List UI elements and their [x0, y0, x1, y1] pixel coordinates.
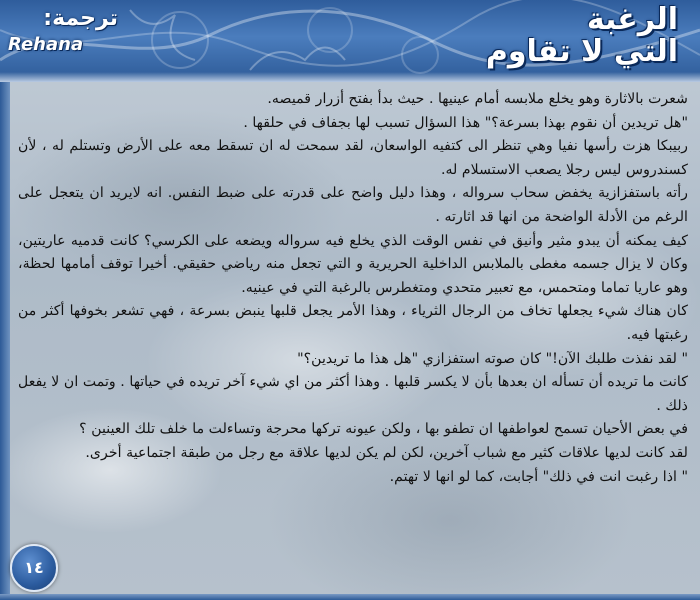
paragraph: كان هناك شيء يجعلها تخاف من الرجال الثرياء ، وهذا الأمر يجعل قلبها ينبض بسرعة ، فهي تشعر بخوفها أكثر من رغبتها فيه.	[18, 303, 688, 343]
paragraph: كانت ما تريده أن تسأله ان بعدها بأن لا يكسر قلبها . وهذا أكثر من اي شيء آخر تريده في حياتها . وتمت ان لا يفعل ذلك .	[18, 374, 688, 414]
page-number-badge	[10, 544, 58, 592]
paragraph: لقد كانت لديها علاقات كثير مع شباب آخرين، لكن لم يكن لديها علاقة مع رجل من طبقة اجتماعية أخرى.	[85, 444, 688, 461]
chapter-title-line1: الرغبة	[586, 2, 678, 37]
paragraph: "هل تريدين أن نقوم بهذا بسرعة؟" هذا السؤال تسبب لها بجفاف في حلقها .	[243, 114, 688, 131]
paragraph: في بعض الأحيان تسمح لعواطفها ان تطفو بها ، ولكن عيونه تركها محرجة وتساءلت ما خلف تلك العينين ؟	[79, 421, 688, 438]
paragraph: شعرت بالاثارة وهو يخلع ملابسه أمام عينيها . حيث بدأ بفتح أزرار قميصه.	[267, 91, 688, 107]
header-banner	[0, 0, 700, 82]
paragraph: ربيبكا هزت رأسها نفيا وهي تنظر الى كتفيه الواسعان، لقد سمحت له ان تسقط معه على الأرض وتستلم له ، لأن كسندروس ليس رجلا يصعب الاستسلام له.	[18, 138, 688, 178]
chapter-title-line2: التي لا تقاوم	[485, 34, 678, 69]
bottom-border-band	[0, 594, 700, 600]
story-text	[18, 88, 688, 592]
paragraph: كيف يمكنه أن يبدو مثير وأنيق في نفس الوقت الذي يخلع فيه سرواله ويضعه على الكرسي؟ كانت قدميه عاريتين، وكان لا يزال جسمه مغطى بالملابس الداخلية الحريرية و التي تجعل منه رياضي حقيقي. أخيرا توقف أمامها لحظة، وهو عاريا تماما ومتحمس، مع تعبير متحدي ومتغطرس بالرغبة التي في عينيه.	[18, 232, 688, 296]
left-border-band	[0, 82, 10, 600]
translation-credit-label: ترجمة:	[43, 6, 118, 31]
paragraph: " اذا رغبت انت في ذلك" أجابت، كما لو انها لا تهتم.	[389, 468, 688, 485]
page-number: ١٤	[24, 558, 44, 577]
paragraph: رأته باستفزازية يخفض سحاب سرواله ، وهذا دليل واضح على قدرته على ضبط النفس. انه لايريد ان يتعجل على الرغم من الأدلة الواضحة من انها قد اثارته .	[18, 185, 688, 225]
translator-name: Rehana	[8, 34, 84, 55]
paragraph: " لقد نفذت طلبك الآن!" كان صوته استفزازي "هل هذا ما تريدين؟"	[297, 350, 688, 367]
